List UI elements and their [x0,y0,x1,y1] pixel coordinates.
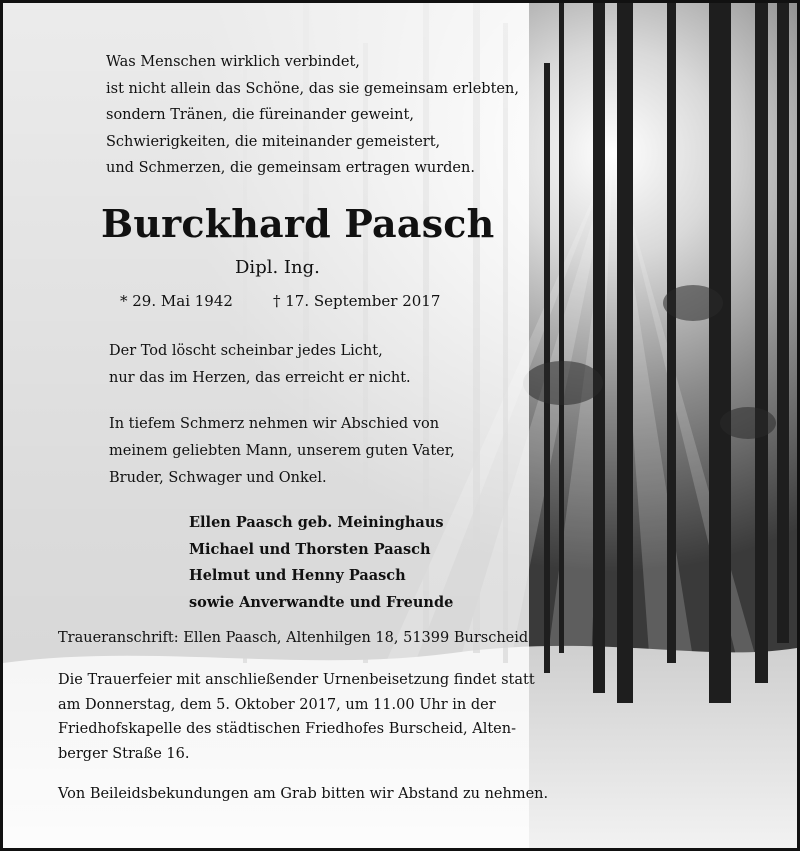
poem-line: und Schmerzen, die gemeinsam ertragen wurden. [106,160,475,176]
quote-line: nur das im Herzen, das erreicht er nicht. [109,370,411,386]
poem-line: ist nicht allein das Schöne, das sie gemeinsam erlebten, [106,80,519,97]
closing-note: Von Beileidsbekundungen am Grab bitten wir Abstand zu nehmen. [58,786,549,802]
funeral-details [58,668,535,766]
memorial-quote [109,338,411,392]
poem-line: Was Menschen wirklich verbindet, [106,54,360,70]
mourning-statement [109,411,455,492]
opening-poem [106,49,519,182]
death-date: † 17. September 2017 [273,292,441,310]
signatory: Helmut und Henny Paasch [189,567,406,584]
signatory: Michael und Thorsten Paasch [189,540,431,558]
signatory: sowie Anverwandte und Freunde [189,593,454,611]
poem-line: Schwierigkeiten, die miteinander gemeistert, [106,133,441,150]
text-panel [3,3,549,848]
ceremony-line: Friedhofskapelle des städtischen Friedhofes Burscheid, Alten- [58,721,516,737]
ceremony-line: am Donnerstag, dem 5. Oktober 2017, um 11.00 Uhr in der [58,696,496,713]
mourning-line: In tiefem Schmerz nehmen wir Abschied von [109,416,440,432]
deceased-title: Dipl. Ing. [235,257,320,278]
deceased-name: Burckhard Paasch [101,201,495,246]
ceremony-line: berger Straße 16. [58,745,190,762]
mourning-address: Traueranschrift: Ellen Paasch, Altenhilgen 18, 51399 Burscheid [58,630,529,646]
signatories [189,510,453,616]
quote-line: Der Tod löscht scheinbar jedes Licht, [109,343,383,359]
birth-date: * 29. Mai 1942 [120,292,233,310]
mourning-line: Bruder, Schwager und Onkel. [109,470,327,486]
poem-line: sondern Tränen, die füreinander geweint, [106,107,414,123]
signatory: Ellen Paasch geb. Meininghaus [189,514,444,531]
mourning-line: meinem geliebten Mann, unserem guten Vater, [109,443,455,459]
obituary-notice [3,3,797,848]
ceremony-line: Die Trauerfeier mit anschließender Urnenbeisetzung findet statt [58,672,535,688]
